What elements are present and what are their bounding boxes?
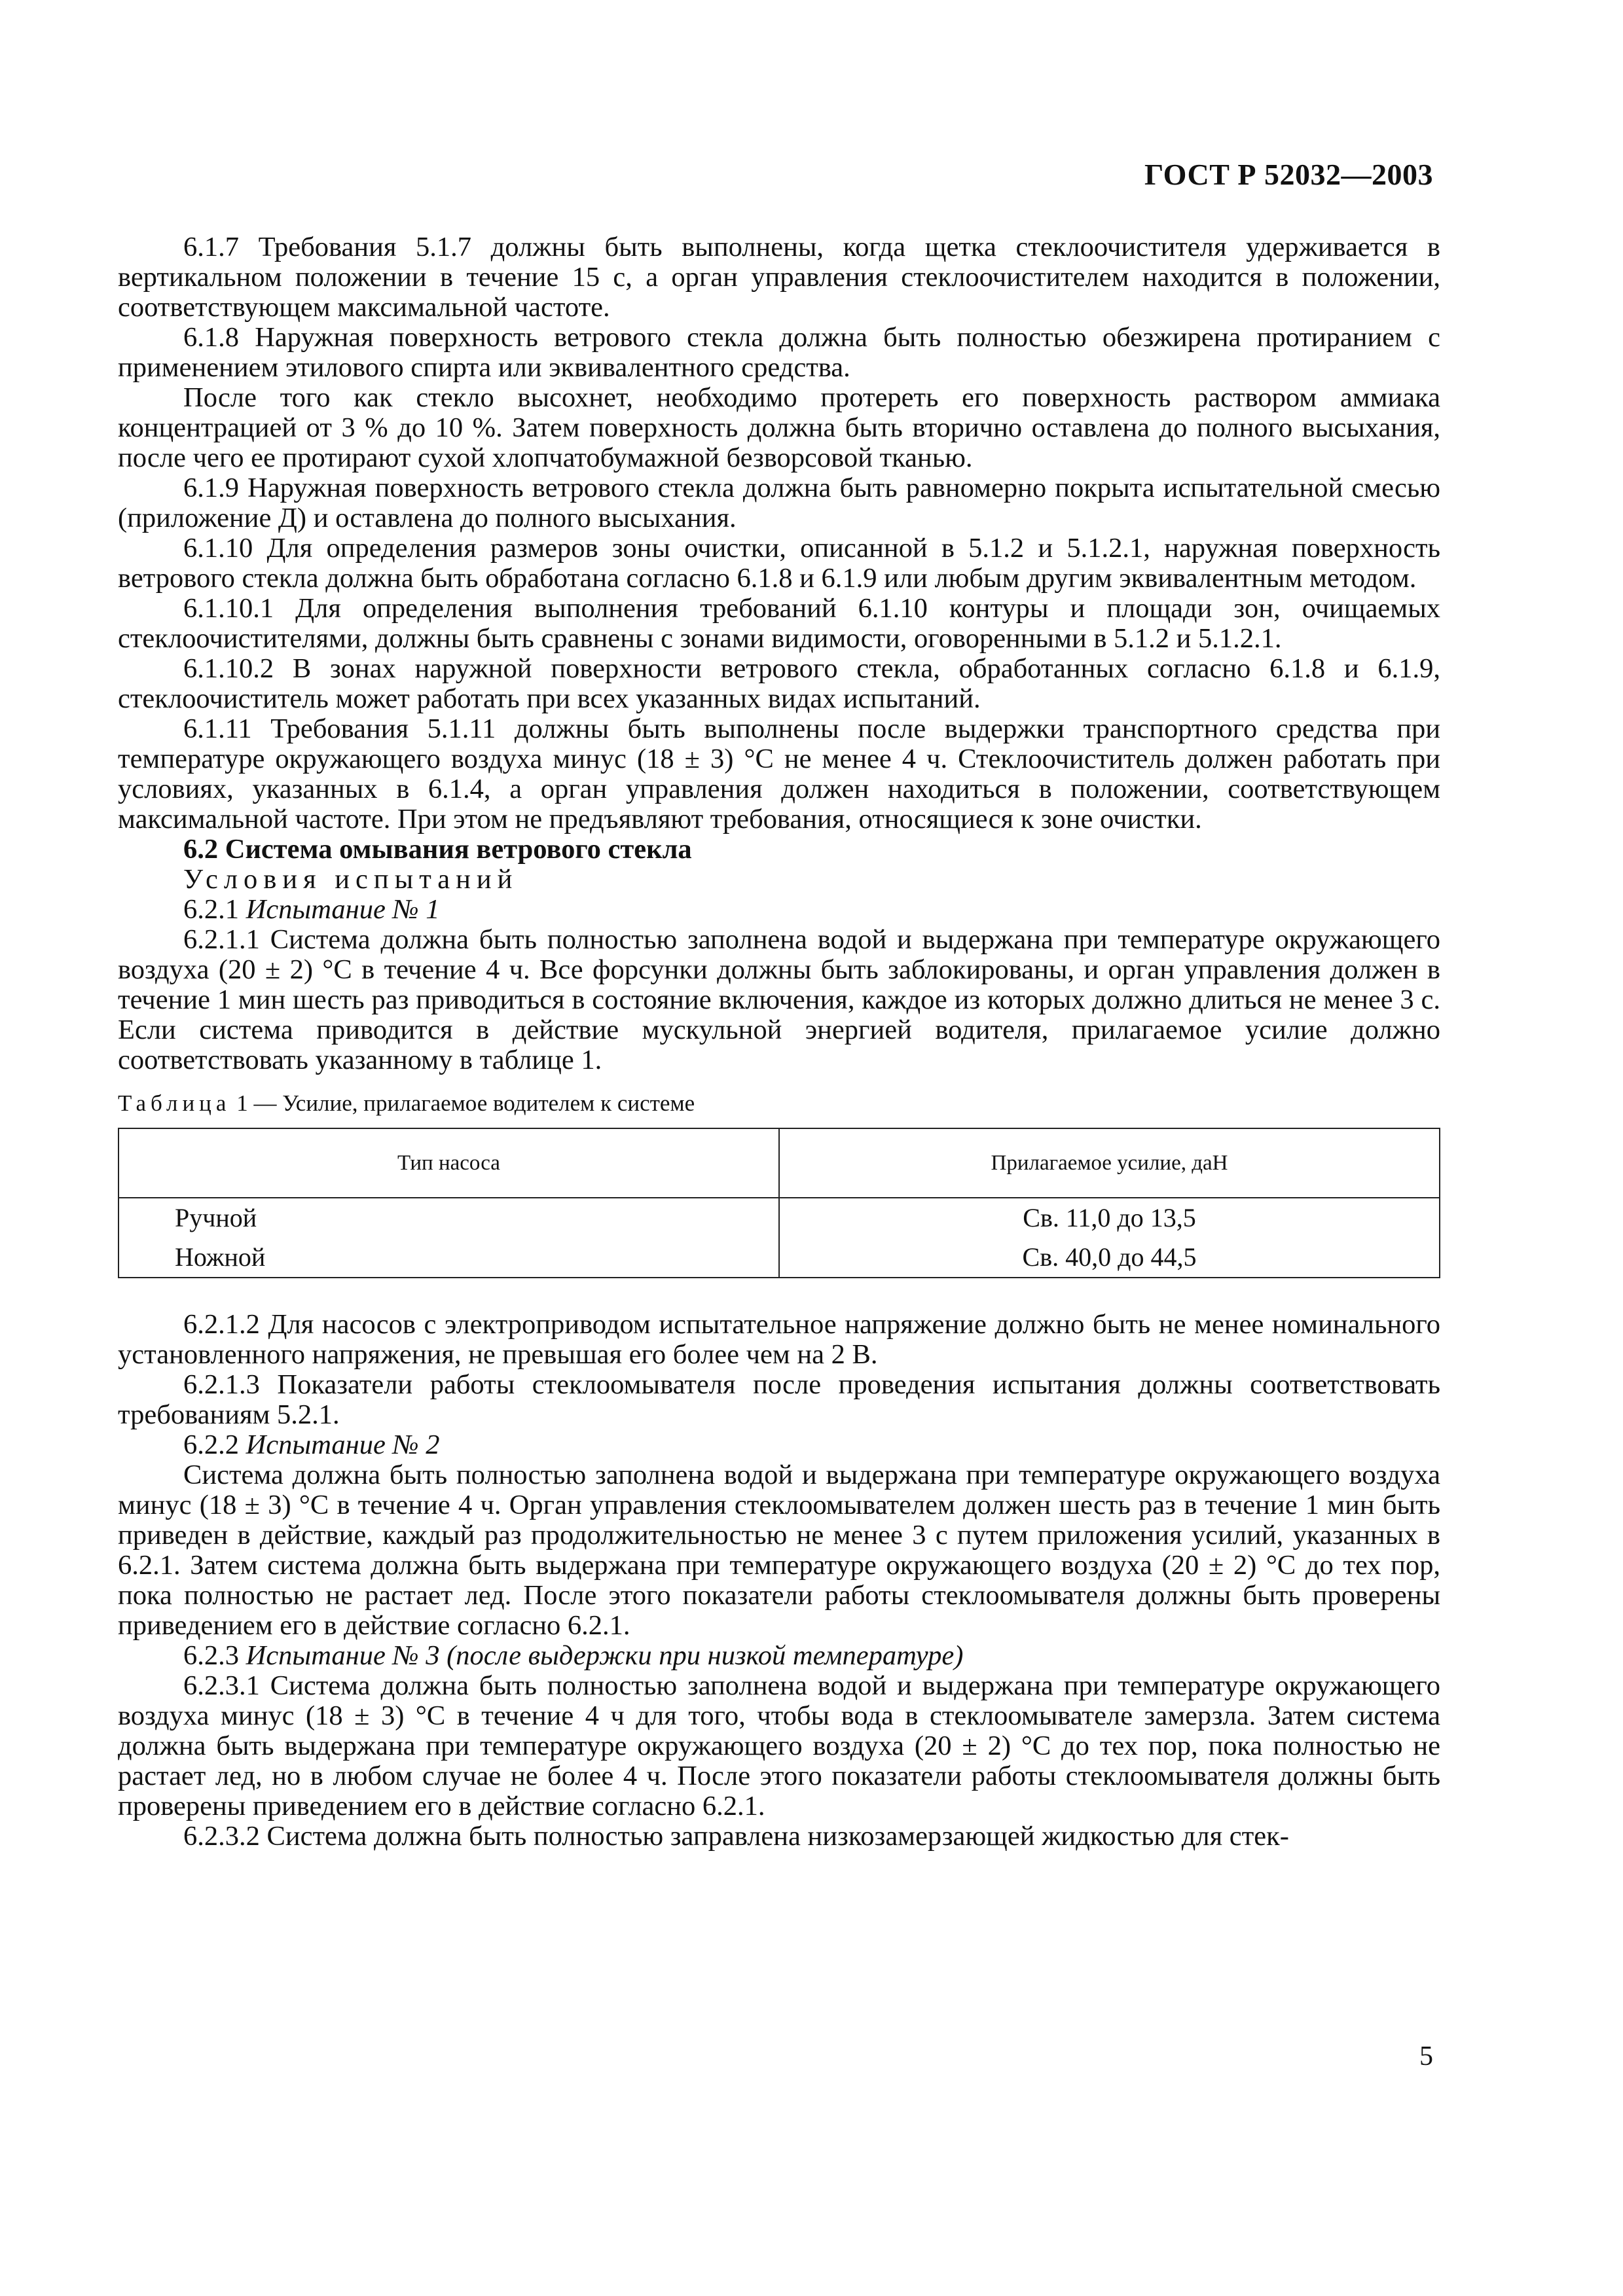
test-2-title: Испытание № 2 bbox=[246, 1429, 440, 1460]
paragraph-6-2-1-3: 6.2.1.3 Показатели работы стеклоомывателя после проведения испытания должны соответствовать требованиям 5.2.1. bbox=[118, 1369, 1440, 1430]
paragraph-6-2-1-1: 6.2.1.1 Система должна быть полностью заполнена водой и выдержана при температуре окружающего воздуха (20 ± 2) °С в течение 4 ч. Все форсунки должны быть заблокированы, и орган управления должен в течение 1 мин шесть раз приводиться в состояние включения, каждое из которых должно длиться не менее 3 с. Если система приводится в действие мускульной энергией водителя, прилагаемое усилие должно соответствовать указанному в таблице 1. bbox=[118, 924, 1440, 1075]
test-2-heading bbox=[118, 1430, 1440, 1460]
table-cell: Ручной bbox=[119, 1198, 779, 1238]
table-header-force: Прилагаемое усилие, даН bbox=[779, 1128, 1440, 1198]
test-1-title: Испытание № 1 bbox=[246, 894, 440, 925]
table-cell: Св. 11,0 до 13,5 bbox=[779, 1198, 1440, 1238]
paragraph-6-1-9: 6.1.9 Наружная поверхность ветрового стекла должна быть равномерно покрыта испытательной смесью (приложение Д) и оставлена до полного высыхания. bbox=[118, 473, 1440, 533]
table-caption bbox=[118, 1088, 1440, 1119]
table-header-pump-type: Тип насоса bbox=[119, 1128, 779, 1198]
paragraph-6-1-10-1: 6.1.10.1 Для определения выполнения требований 6.1.10 контуры и площади зон, очищаемых стеклоочистителями, должны быть сравнены с зонами видимости, оговоренными в 5.1.2 и 5.1.2.1. bbox=[118, 593, 1440, 654]
paragraph-6-2-1-2: 6.2.1.2 Для насосов с электроприводом испытательное напряжение должно быть не менее номинального установленного напряжения, не превышая его более чем на 2 В. bbox=[118, 1309, 1440, 1370]
table-header-row bbox=[119, 1128, 1440, 1198]
test-3-heading bbox=[118, 1641, 1440, 1671]
test-3-title: Испытание № 3 (после выдержки при низкой температуре) bbox=[246, 1640, 964, 1671]
paragraph-6-1-8: 6.1.8 Наружная поверхность ветрового стекла должна быть полностью обезжирена протиранием с применением этилового спирта или эквивалентного средства. bbox=[118, 322, 1440, 383]
test-2-number: 6.2.2 bbox=[183, 1429, 239, 1460]
paragraph-6-1-10: 6.1.10 Для определения размеров зоны очистки, описанной в 5.1.2 и 5.1.2.1, наружная поверхность ветрового стекла должна быть обработана согласно 6.1.8 и 6.1.9 или любым другим эквивалентным методом. bbox=[118, 533, 1440, 594]
paragraph-6-1-7: 6.1.7 Требования 5.1.7 должны быть выполнены, когда щетка стеклоочистителя удерживается в вертикальном положении в течение 15 с, а орган управления стеклоочистителем находится в положении, соответствующем максимальной частоте. bbox=[118, 232, 1440, 323]
paragraph-6-2-3-2: 6.2.3.2 Система должна быть полностью заправлена низкозамерзающей жидкостью для стек- bbox=[183, 1821, 1289, 1852]
table-cell: Ножной bbox=[119, 1238, 779, 1278]
page-number: 5 bbox=[1419, 2041, 1433, 2072]
paragraph-test-2: Система должна быть полностью заполнена водой и выдержана при температуре окружающего воздуха минус (18 ± 3) °С в течение 4 ч. Орган управления стеклоомывателем должен шесть раз в течение 1 мин быть приведен в действие, каждый раз продолжительностью не менее 3 с путем приложения усилий, указанных в 6.2.1. Затем система должна быть выдержана при температуре окружающего воздуха (20 ± 2) °С до тех пор, пока полностью не растает лед. После этого показатели работы стеклоомывателя должны быть проверены приведением его в действие согласно 6.2.1. bbox=[118, 1460, 1440, 1641]
table-cell: Св. 40,0 до 44,5 bbox=[779, 1238, 1440, 1278]
table-row bbox=[119, 1238, 1440, 1278]
conditions-heading: Условия испытаний bbox=[183, 864, 519, 895]
document-body bbox=[118, 232, 1440, 1852]
test-1-number: 6.2.1 bbox=[183, 894, 239, 925]
test-3-number: 6.2.3 bbox=[183, 1640, 239, 1671]
table-row bbox=[119, 1198, 1440, 1238]
paragraph-6-1-11: 6.1.11 Требования 5.1.11 должны быть выполнены после выдержки транспортного средства при температуре окружающего воздуха минус (18 ± 3) °С не менее 4 ч. Стеклоочиститель должен работать при условиях, указанных в 6.1.4, а орган управления должен находиться в положении, соответствующем максимальной частоте. При этом не предъявляют требования, относящиеся к зоне очистки. bbox=[118, 713, 1440, 834]
document-header: ГОСТ Р 52032—2003 bbox=[1144, 158, 1433, 191]
paragraph-6-2-3-1: 6.2.3.1 Система должна быть полностью заполнена водой и выдержана при температуре окружающего воздуха минус (18 ± 3) °С в течение 4 ч для того, чтобы вода в стеклоомывателе замерзла. Затем система должна быть выдержана при температуре окружающего воздуха (20 ± 2) °С до тех пор, пока полностью не растает лед, но в любом случае не более 4 ч. После этого показатели работы стеклоомывателя должны быть проверены приведением его в действие согласно 6.2.1. bbox=[118, 1670, 1440, 1821]
test-1-heading bbox=[118, 895, 1440, 925]
table-caption-label: Таблица bbox=[118, 1090, 231, 1116]
section-heading: 6.2 Система омывания ветрового стекла bbox=[183, 834, 692, 865]
table-caption-text: 1 — Усилие, прилагаемое водителем к системе bbox=[236, 1090, 695, 1116]
paragraph-ammonia: После того как стекло высохнет, необходимо протереть его поверхность раствором аммиака концентрацией от 3 % до 10 %. Затем поверхность должна быть вторично оставлена до полного высыхания, после чего ее протирают сухой хлопчатобумажной безворсовой тканью. bbox=[118, 382, 1440, 473]
paragraph-6-1-10-2: 6.1.10.2 В зонах наружной поверхности ветрового стекла, обработанных согласно 6.1.8 и 6.1.9, стеклоочиститель может работать при всех указанных видах испытаний. bbox=[118, 653, 1440, 714]
pump-force-table bbox=[118, 1128, 1440, 1278]
